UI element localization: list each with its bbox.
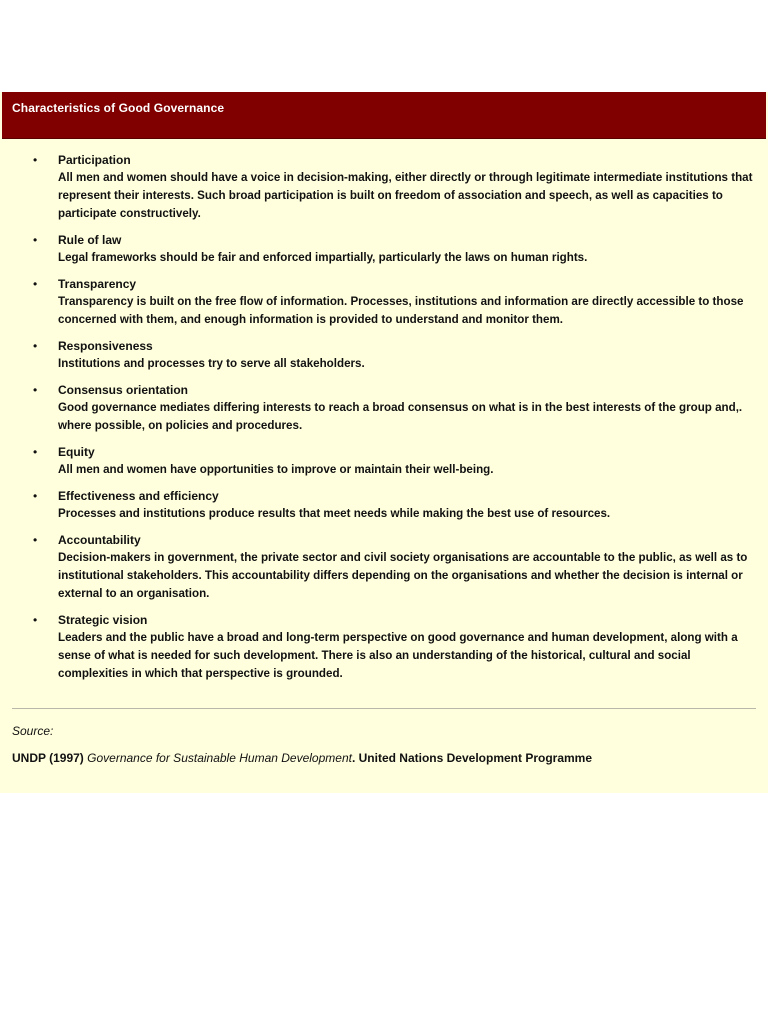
governance-box — [0, 92, 768, 793]
bullet-icon: • — [33, 445, 38, 459]
item-text: Institutions and processes try to serve all stakeholders. — [58, 357, 365, 370]
item-title: Strategic vision — [58, 613, 148, 627]
source-label: Source: — [12, 724, 54, 738]
item-text: All men and women have opportunities to improve or maintain their well-being. — [58, 463, 494, 476]
item-text: Decision-makers in government, the private sector and civil society organisations are accountable to the public, as well as to institutional stakeholders. This accountability differs depending on the organisations and whether the decision is internal or external to an organisation. — [58, 551, 748, 600]
bullet-icon: • — [33, 153, 38, 167]
item-text: Leaders and the public have a broad and long-term perspective on good governance and human development, along with a sense of what is needed for such development. There is also an understanding of the historical, cultural and social complexities in which that perspective is grounded. — [58, 631, 738, 680]
item-text: Transparency is built on the free flow of information. Processes, institutions and information are directly accessible to those concerned with them, and enough information is provided to understand and monitor them. — [58, 295, 744, 326]
list-item — [0, 231, 768, 267]
list-item — [0, 337, 768, 373]
item-title: Consensus orientation — [58, 383, 189, 397]
item-title: Rule of law — [58, 233, 122, 247]
bullet-icon: • — [33, 613, 38, 627]
source-divider — [12, 708, 756, 709]
list-item — [0, 611, 768, 683]
bullet-icon: • — [33, 233, 38, 247]
item-text: All men and women should have a voice in decision-making, either directly or through legitimate intermediate institutions that represent their interests. Such broad participation is built on freedom of association and speech, as well as capacities to participate constructively. — [58, 171, 753, 220]
list-item — [0, 381, 768, 435]
box-title: Characteristics of Good Governance — [12, 101, 225, 115]
source-publisher: . United Nations Development Programme — [351, 751, 593, 765]
item-title: Effectiveness and efficiency — [58, 489, 219, 503]
bullet-icon: • — [33, 383, 38, 397]
list-item — [0, 443, 768, 479]
list-item — [0, 531, 768, 603]
characteristics-list — [0, 151, 768, 691]
item-title: Equity — [58, 445, 95, 459]
source-work-title: Governance for Sustainable Human Development — [87, 751, 352, 765]
bullet-icon: • — [33, 339, 38, 353]
item-title: Accountability — [58, 533, 141, 547]
item-text: Processes and institutions produce results that meet needs while making the best use of resources. — [58, 507, 611, 520]
bullet-icon: • — [33, 489, 38, 503]
item-title: Participation — [58, 153, 131, 167]
list-item — [0, 275, 768, 329]
bullet-icon: • — [33, 533, 38, 547]
box-header — [2, 92, 766, 139]
list-item — [0, 151, 768, 223]
item-text: Good governance mediates differing interests to reach a broad consensus on what is in the best interests of the group and,. where possible, on policies and procedures. — [58, 401, 743, 432]
item-title: Responsiveness — [58, 339, 153, 353]
source-author: UNDP (1997) — [12, 751, 88, 765]
bullet-icon: • — [33, 277, 38, 291]
item-title: Transparency — [58, 277, 137, 291]
item-text: Legal frameworks should be fair and enforced impartially, particularly the laws on human rights. — [58, 251, 588, 264]
list-item — [0, 487, 768, 523]
source-reference — [12, 751, 592, 765]
